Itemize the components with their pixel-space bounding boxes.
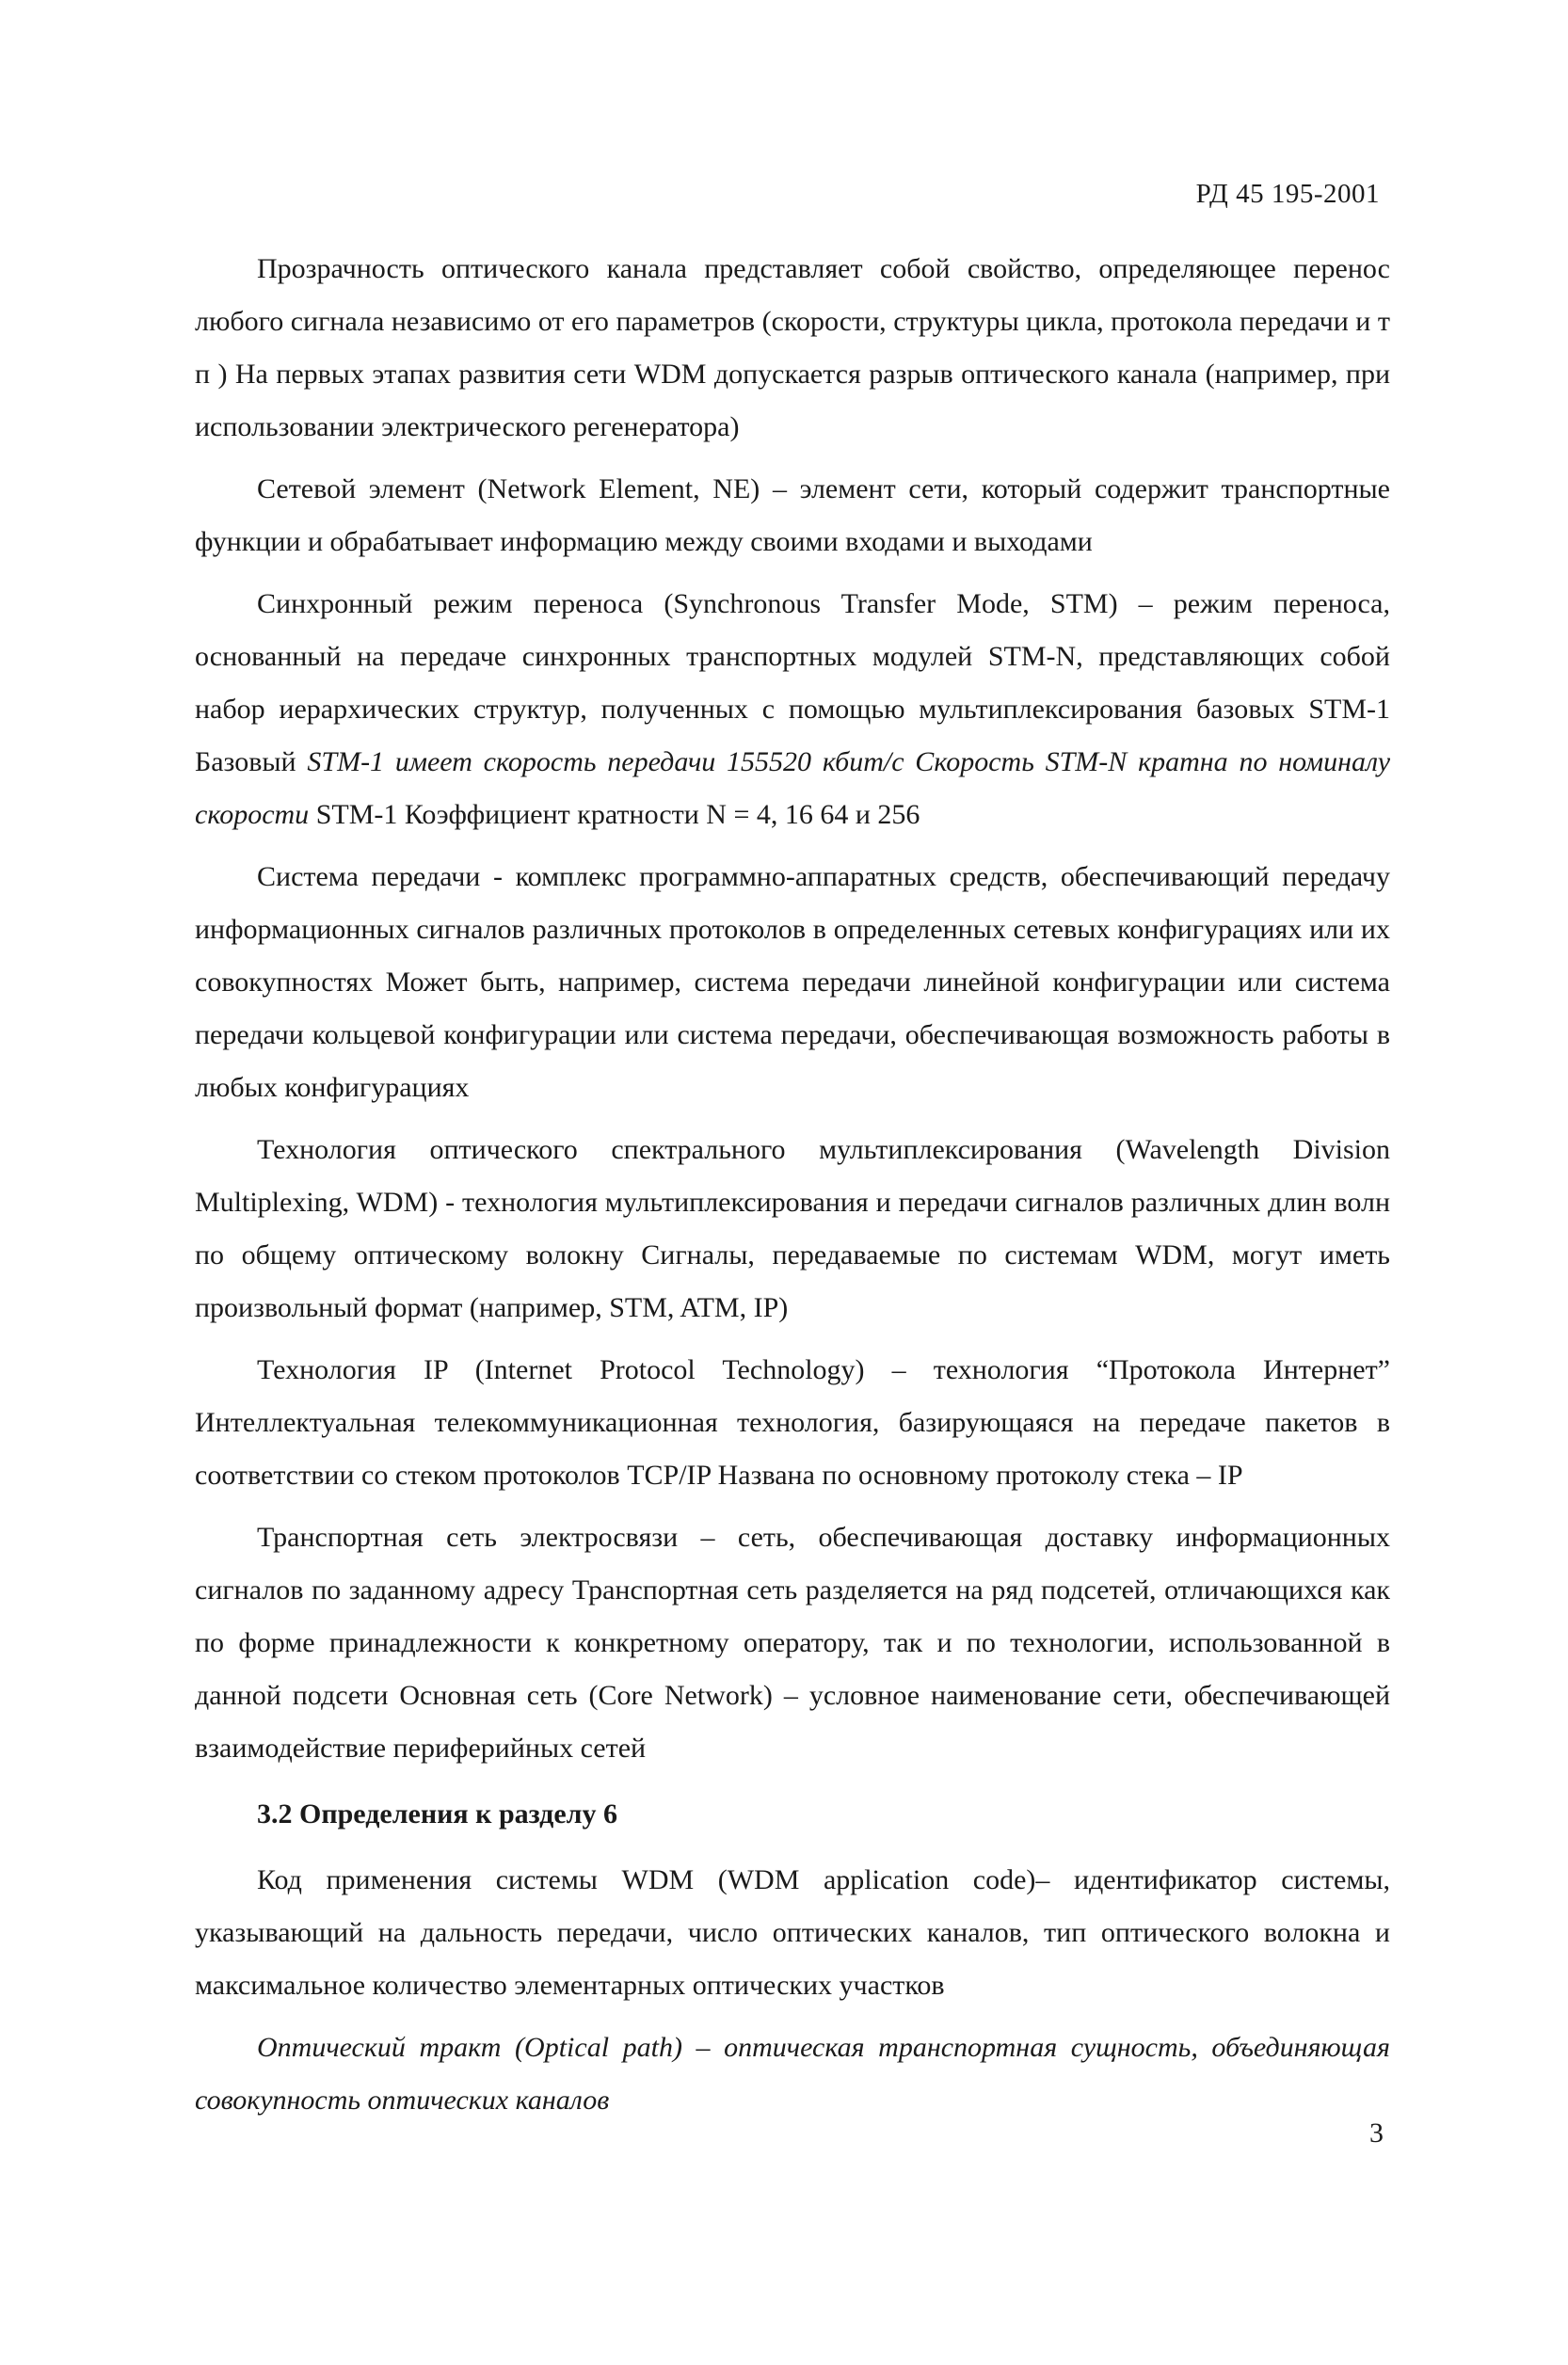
paragraph-transmission-system: Система передачи - комплекс программно-аппаратных средств, обеспечивающий передачу информационных сигналов различных протоколов в определенных сетевых конфигурациях или их совокупностях Может быть, например, система передачи линейной конфигурации или система передачи кольцевой конфигурации или система передачи, обеспечивающая возможность работы в любых конфигурациях [195, 861, 1390, 1103]
paragraph-wdm-application-code: Код применения системы WDM (WDM application code)– идентификатор системы, указывающий на дальность передачи, число оптических каналов, тип оптического волокна и максимальное количество элементарных оптических участков [195, 1864, 1390, 2001]
stm-multiplicity-text: STM-1 Коэффициент кратности N = 4, 16 64 и 256 [309, 799, 920, 830]
paragraph-transport-network: Транспортная сеть электросвязи – сеть, обеспечивающая доставку информационных сигналов по заданному адресу Транспортная сеть разделяется на ряд подсетей, отличающихся как по форме принадлежности к конкретному оператору, так и по технологии, использованной в данной подсети Основная сеть (Core Network) – условное наименование сети, обеспечивающей взаимодействие периферийных сетей [195, 1522, 1390, 1764]
paragraph-synchronous-transfer-mode [195, 578, 1390, 841]
paragraph-wdm-technology: Технология оптического спектрального мультиплексирования (Wavelength Division Multiplexing, WDM) - технология мультиплексирования и передачи сигналов различных длин волн по общему оптическому волокну Сигналы, передаваемые по системам WDM, могут иметь произвольный формат (например, STM, ATM, IP) [195, 1134, 1390, 1323]
page-number: 3 [1369, 2117, 1384, 2149]
document-id-header: РД 45 195-2001 [1195, 179, 1380, 209]
paragraph-optical-transparency: Прозрачность оптического канала представляет собой свойство, определяющее перенос любого сигнала независимо от его параметров (скорости, структуры цикла, протокола передачи и т п ) На первых этапах развития сети WDM допускается разрыв оптического канала (например, при использовании электрического регенератора) [195, 253, 1390, 442]
stm-definition-text: Синхронный режим переноса (Synchronous Transfer Mode, STM) – режим переноса, основанный на передаче синхронных транспортных модулей STM-N, представляющих собой набор иерархических структур, полученных с помощью мультиплексирования базовых STM-1 Базовый [195, 588, 1390, 777]
section-heading: 3.2 Определения к разделу 6 [257, 1798, 617, 1830]
document-body [195, 243, 1390, 2136]
paragraph-ip-technology: Технология IP (Internet Protocol Technology) – технология “Протокола Интернет” Интеллектуальная телекоммуникационная технология, базирующаяся на передаче пакетов в соответствии со стеком протоколов TCP/IP Названа по основному протоколу стека – IP [195, 1354, 1390, 1491]
stm-rate-italic-text: STM-1 имеет скорость передачи 155520 кбит/с Скорость STM-N кратна по номиналу скорости [195, 746, 1391, 830]
paragraph-network-element: Сетевой элемент (Network Element, NE) – элемент сети, который содержит транспортные функции и обрабатывает информацию между своими входами и выходами [195, 473, 1390, 557]
paragraph-optical-path: Оптический тракт (Optical path) – оптическая транспортная сущность, объединяющая совокупность оптических каналов [195, 2032, 1390, 2116]
